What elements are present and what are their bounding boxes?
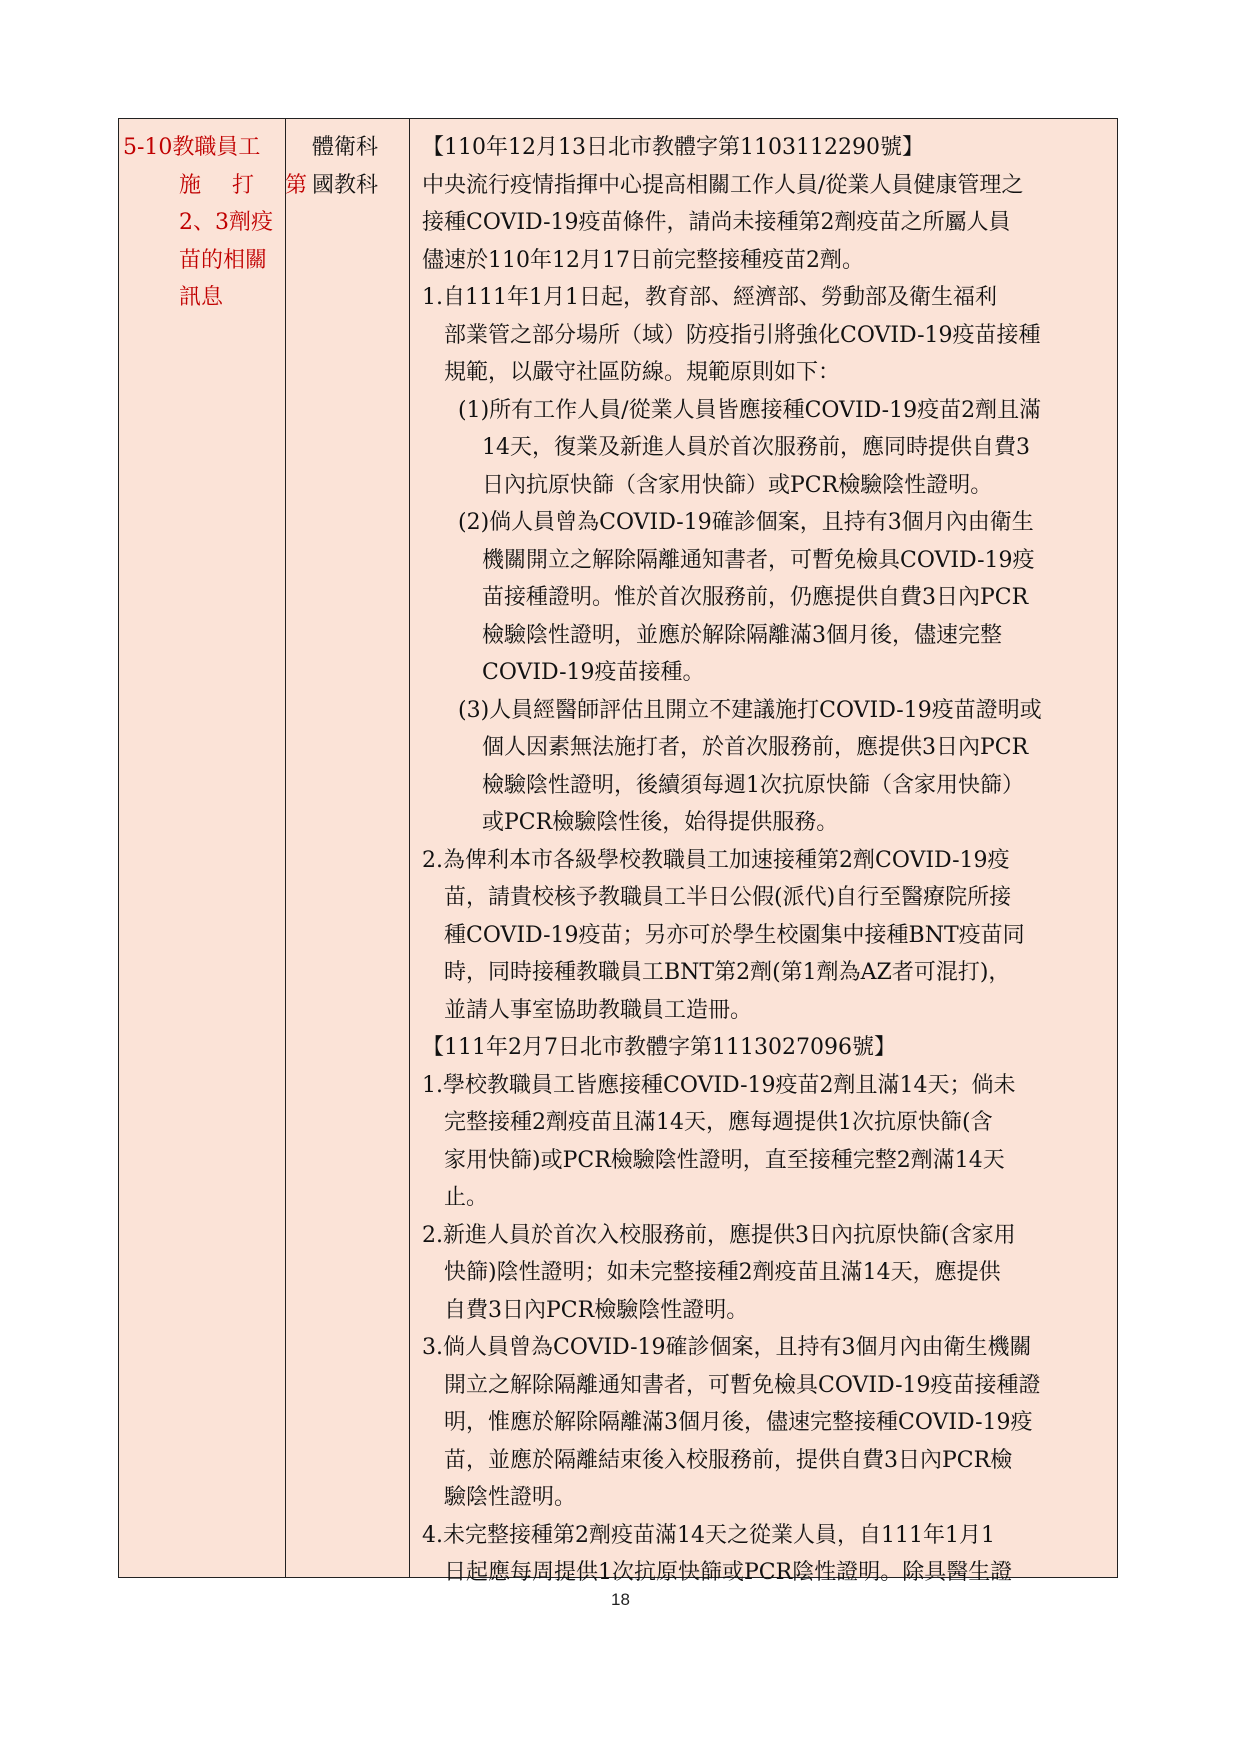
content-line: (1)所有工作人員/從業人員皆應接種COVID-19疫苗2劑且滿 — [458, 397, 1042, 423]
content-line: 2.新進人員於首次入校服務前，應提供3日內抗原快篩(含家用 — [422, 1222, 1016, 1248]
content-line: 1.自111年1月1日起，教育部、經濟部、勞動部及衛生福利 — [422, 285, 997, 310]
content-cell — [410, 119, 1118, 1585]
content-line: (2)倘人員曾為COVID-19確診個案，且持有3個月內由衛生 — [458, 510, 1034, 535]
unit-name: 體衛科 — [312, 135, 379, 160]
content-line: 苗，並應於隔離結束後入校服務前，提供自費3日內PCR檢 — [444, 1447, 1013, 1473]
content-line: 機關開立之解除隔離通知書者，可暫免檢具COVID-19疫 — [482, 547, 1035, 573]
info-table — [118, 118, 1118, 1585]
content-line: 1.學校教職員工皆應接種COVID-19疫苗2劑且滿14天；倘未 — [422, 1072, 1016, 1098]
content-line: 明，惟應於解除隔離滿3個月後，儘速完整接種COVID-19疫 — [444, 1410, 1033, 1435]
content-line: 規範，以嚴守社區防線。規範原則如下： — [444, 360, 841, 385]
content-line: 時，同時接種教職員工BNT第2劑(第1劑為AZ者可混打)， — [444, 960, 1011, 985]
content-line: 檢驗陰性證明，後續須每週1次抗原快篩（含家用快篩） — [482, 772, 1024, 798]
content-line: 種COVID-19疫苗；另亦可於學生校園集中接種BNT疫苗同 — [444, 922, 1025, 948]
page-number: 18 — [611, 1590, 630, 1609]
item-title-line: 5-10教職員工 — [123, 135, 261, 160]
content-line: 儘速於110年12月17日前完整接種疫苗2劑。 — [422, 247, 864, 273]
content-line: COVID-19疫苗接種。 — [482, 660, 705, 685]
content-line: 日內抗原快篩（含家用快篩）或PCR檢驗陰性證明。 — [482, 472, 993, 498]
content-text — [422, 129, 1108, 1592]
item-title-line: 2、3劑疫 — [179, 210, 273, 235]
content-line: 【111年2月7日北市教體字第1113027096號】 — [422, 1035, 896, 1060]
content-line: (3)人員經醫師評估且開立不建議施打COVID-19疫苗證明或 — [458, 697, 1042, 723]
content-line: 個人因素無法施打者，於首次服務前，應提供3日內PCR — [482, 735, 1029, 760]
content-line: 驗陰性證明。 — [444, 1485, 577, 1510]
content-line: 完整接種2劑疫苗且滿14天，應每週提供1次抗原快篩(含 — [444, 1110, 993, 1135]
content-line: 開立之解除隔離通知書者，可暫免檢具COVID-19疫苗接種證 — [444, 1372, 1041, 1398]
content-line: 止。 — [444, 1185, 489, 1210]
content-line: 檢驗陰性證明，並應於解除隔離滿3個月後，儘速完整 — [482, 622, 1002, 648]
content-line: 部業管之部分場所（域）防疫指引將強化COVID-19疫苗接種 — [444, 322, 1041, 348]
content-line: 【110年12月13日北市教體字第1103112290號】 — [422, 135, 924, 160]
item-title-line: 苗的相關 — [179, 247, 268, 273]
content-line: 快篩)陰性證明；如未完整接種2劑疫苗且滿14天，應提供 — [444, 1260, 1001, 1285]
content-line: 14天，復業及新進人員於首次服務前，應同時提供自費3 — [482, 435, 1030, 460]
unit-name: 國教科 — [312, 172, 379, 198]
content-line: 2.為俾利本市各級學校教職員工加速接種第2劑COVID-19疫 — [422, 847, 1010, 873]
item-title-line: 訊息 — [179, 285, 224, 310]
item-title-line: 施 打 第 — [179, 172, 319, 198]
content-line: 自費3日內PCR檢驗陰性證明。 — [444, 1297, 749, 1323]
content-line: 日起應每周提供1次抗原快篩或PCR陰性證明。除具醫生證 — [444, 1560, 1013, 1585]
content-line: 家用快篩)或PCR檢驗陰性證明，直至接種完整2劑滿14天 — [444, 1147, 1005, 1173]
content-line: 3.倘人員曾為COVID-19確診個案，且持有3個月內由衛生機關 — [422, 1335, 1032, 1360]
content-line: 並請人事室協助教職員工造冊。 — [444, 997, 753, 1023]
content-line: 4.未完整接種第2劑疫苗滿14天之從業人員，自111年1月1 — [422, 1522, 995, 1548]
content-line: 苗接種證明。惟於首次服務前，仍應提供自費3日內PCR — [482, 585, 1029, 610]
content-line: 接種COVID-19疫苗條件，請尚未接種第2劑疫苗之所屬人員 — [422, 210, 1011, 235]
responsible-unit-cell — [286, 119, 409, 1577]
content-line: 苗，請貴校核予教職員工半日公假(派代)自行至醫療院所接 — [444, 885, 1012, 910]
content-line: 中央流行疫情指揮中心提高相關工作人員/從業人員健康管理之 — [422, 172, 1024, 198]
item-title-cell — [119, 119, 319, 1577]
content-line: 或PCR檢驗陰性後，始得提供服務。 — [482, 810, 839, 835]
